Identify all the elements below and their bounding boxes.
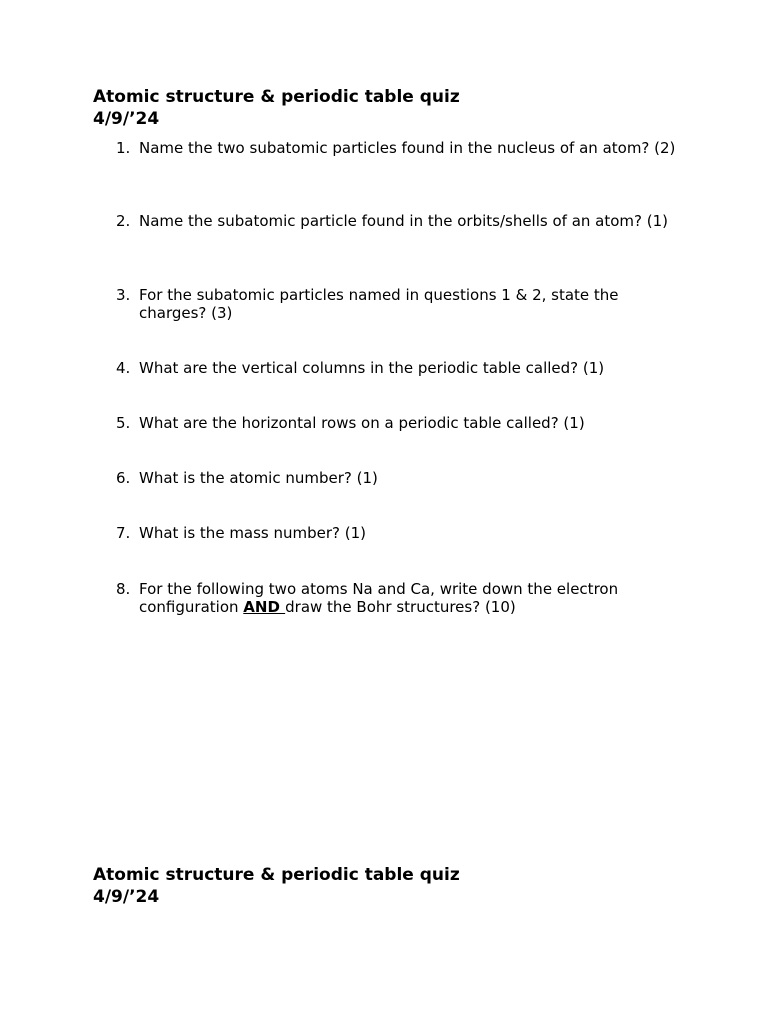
question-item	[116, 580, 676, 616]
question-item	[116, 359, 676, 377]
question-item	[116, 212, 676, 230]
question-number: 3.	[116, 286, 131, 304]
question-text-after: draw the Bohr structures? (10)	[285, 598, 516, 616]
question-number: 4.	[116, 359, 131, 377]
question-number: 2.	[116, 212, 131, 230]
question-item	[116, 414, 676, 432]
question-text: Name the subatomic particle found in the orbits/shells of an atom? (1)	[139, 212, 669, 230]
question-text: Name the two subatomic particles found in the nucleus of an atom? (2)	[139, 139, 676, 157]
question-text: What is the mass number? (1)	[139, 524, 367, 542]
question-number: 1.	[116, 139, 131, 157]
question-text: What are the vertical columns in the periodic table called? (1)	[139, 359, 605, 377]
question-item	[116, 286, 676, 322]
question-text: What are the horizontal rows on a periodic table called? (1)	[139, 414, 585, 432]
question-number: 6.	[116, 469, 131, 487]
emphasis-and: AND	[243, 598, 286, 616]
question-item	[116, 469, 676, 487]
quiz-header	[93, 86, 460, 130]
question-text	[139, 580, 676, 616]
quiz-header-repeat	[93, 864, 460, 908]
quiz-title: Atomic structure & periodic table quiz	[93, 87, 460, 107]
question-text: For the subatomic particles named in questions 1 & 2, state the charges? (3)	[139, 286, 619, 322]
question-item	[116, 139, 676, 157]
question-item	[116, 524, 676, 542]
quiz-date: 4/9/’24	[93, 109, 160, 129]
question-number: 5.	[116, 414, 131, 432]
question-text-before: For the following two atoms Na and Ca, write down the electron configuration	[139, 580, 619, 616]
question-number: 7.	[116, 524, 131, 542]
question-number: 8.	[116, 580, 131, 598]
quiz-date-repeat: 4/9/’24	[93, 887, 160, 907]
question-text: What is the atomic number? (1)	[139, 469, 378, 487]
quiz-title-repeat: Atomic structure & periodic table quiz	[93, 865, 460, 885]
